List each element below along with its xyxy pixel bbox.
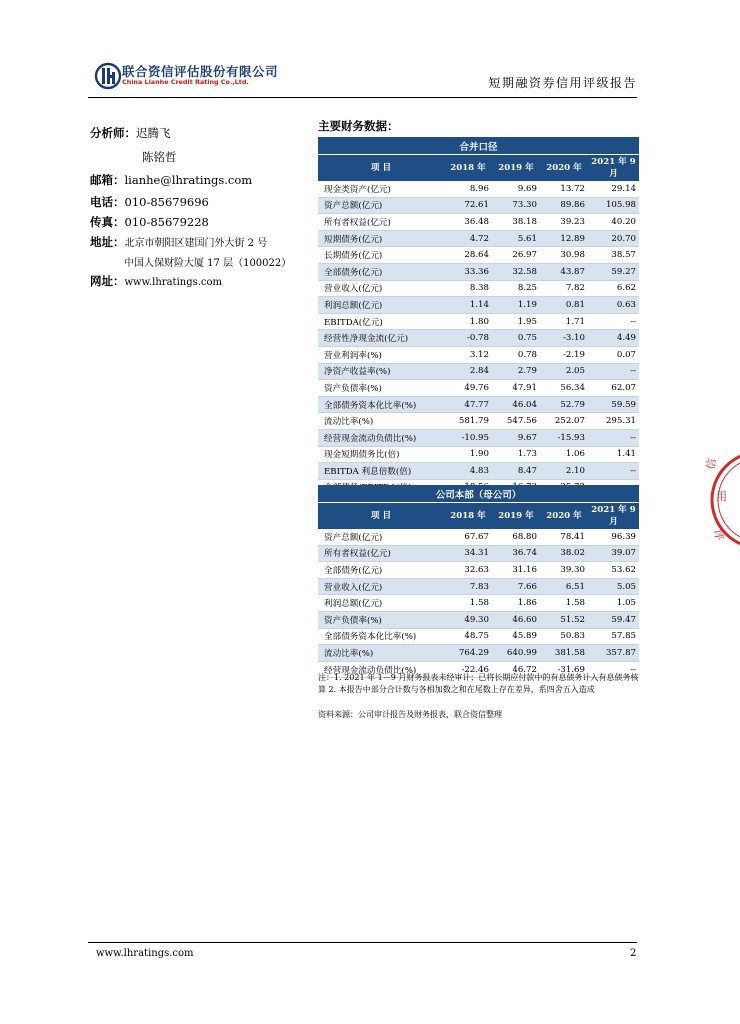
cell-value: 36.74: [492, 545, 540, 562]
cell-value: 78.41: [540, 529, 588, 545]
row-label: 全部债务(亿元): [318, 562, 444, 579]
cell-value: 57.85: [588, 628, 639, 645]
table-row: [318, 611, 639, 628]
row-label: 流动比率(%): [318, 645, 444, 662]
web-line: [90, 273, 222, 289]
logo-chinese-name: 联合资信评估股份有限公司: [122, 64, 279, 79]
cell-value: 46.60: [492, 611, 540, 628]
cell-value: 1.71: [540, 313, 588, 330]
cell-value: 34.31: [444, 545, 492, 562]
column-header: 2018 年: [444, 503, 492, 530]
row-label: 营业收入(亿元): [318, 578, 444, 595]
data-source-note: 资料来源：公司审计报告及财务报表，联合资信整理: [318, 710, 502, 719]
cell-value: 56.34: [540, 380, 588, 397]
table-header-row: [318, 155, 639, 182]
row-label: 所有者权益(亿元): [318, 214, 444, 231]
cell-value: 1.41: [588, 446, 639, 463]
cell-value: 59.59: [588, 396, 639, 413]
row-label: 全部债务资本化比率(%): [318, 396, 444, 413]
footer-website[interactable]: www.lhratings.com: [96, 948, 194, 959]
cell-value: 1.90: [444, 446, 492, 463]
table-band-row: [318, 485, 639, 503]
company-logo: [94, 61, 294, 93]
analyst-line: [90, 125, 171, 141]
cell-value: 1.80: [444, 313, 492, 330]
cell-value: 53.62: [588, 562, 639, 579]
cell-value: --: [588, 363, 639, 380]
row-label: EBITDA 利息倍数(倍): [318, 463, 444, 480]
cell-value: 8.25: [492, 280, 540, 297]
cell-value: 67.67: [444, 529, 492, 545]
cell-value: 7.83: [444, 578, 492, 595]
cell-value: 73.30: [492, 197, 540, 214]
cell-value: 32.58: [492, 263, 540, 280]
cell-value: 51.52: [540, 611, 588, 628]
table-row: [318, 628, 639, 645]
cell-value: 62.07: [588, 380, 639, 397]
cell-value: 8.96: [444, 181, 492, 197]
cell-value: 28.64: [444, 247, 492, 264]
cell-value: 3.12: [444, 346, 492, 363]
cell-value: -3.10: [540, 330, 588, 347]
parent-company-financial-table: [318, 485, 639, 678]
analyst-label: 分析师：: [90, 126, 136, 140]
cell-value: 7.66: [492, 578, 540, 595]
table-row: [318, 595, 639, 612]
cell-value: 50.83: [540, 628, 588, 645]
cell-value: 52.79: [540, 396, 588, 413]
cell-value: 39.07: [588, 545, 639, 562]
lh-logo-icon: [94, 61, 124, 91]
row-label: 资产负债率(%): [318, 611, 444, 628]
cell-value: 2.84: [444, 363, 492, 380]
row-label: 资产总额(亿元): [318, 197, 444, 214]
table-band-title: 公司本部（母公司）: [318, 485, 639, 503]
table-row: [318, 181, 639, 197]
cell-value: 47.91: [492, 380, 540, 397]
cell-value: 31.16: [492, 562, 540, 579]
cell-value: 38.02: [540, 545, 588, 562]
cell-value: 5.61: [492, 230, 540, 247]
cell-value: 1.19: [492, 297, 540, 314]
table-band-row: [318, 137, 639, 155]
cell-value: 0.07: [588, 346, 639, 363]
cell-value: 38.18: [492, 214, 540, 231]
cell-value: 0.63: [588, 297, 639, 314]
fax-value: 010-85679228: [124, 215, 209, 229]
table-row: [318, 578, 639, 595]
cell-value: 8.47: [492, 463, 540, 480]
cell-value: 48.75: [444, 628, 492, 645]
row-label: 资产负债率(%): [318, 380, 444, 397]
table-notes: 注：1. 2021 年 1－9 月财务报表未经审计；已将长期应付款中的有息债务计入有息债务核算 2. 本报告中部分合计数与各相加数之和在尾数上存在差异，系四舍五入造成: [318, 673, 639, 694]
cell-value: 59.47: [588, 611, 639, 628]
row-label: 现金类资产(亿元): [318, 181, 444, 197]
footer-divider: [88, 942, 637, 943]
svg-text:用: 用: [716, 490, 727, 503]
table-row: [318, 463, 639, 480]
column-header: 2018 年: [444, 155, 492, 182]
row-label: 长期债务(亿元): [318, 247, 444, 264]
seal-stamp-icon: [700, 400, 740, 600]
cell-value: 0.81: [540, 297, 588, 314]
cell-value: 1.86: [492, 595, 540, 612]
table-row: [318, 280, 639, 297]
cell-value: -15.93: [540, 429, 588, 446]
column-header: 2019 年: [492, 155, 540, 182]
cell-value: 8.38: [444, 280, 492, 297]
cell-value: --: [588, 463, 639, 480]
svg-text:信: 信: [704, 457, 719, 471]
table-band-title: 合并口径: [318, 137, 639, 155]
table-row: [318, 330, 639, 347]
table-row: [318, 529, 639, 545]
cell-value: 46.04: [492, 396, 540, 413]
cell-value: 43.87: [540, 263, 588, 280]
cell-value: -0.78: [444, 330, 492, 347]
row-label: 经营性净现金流(亿元): [318, 330, 444, 347]
consolidated-financial-table: [318, 137, 639, 496]
cell-value: 547.56: [492, 413, 540, 430]
logo-english-name: China Lianhe Credit Rating Co.,Ltd.: [122, 78, 249, 86]
cell-value: 6.51: [540, 578, 588, 595]
column-header: 2020 年: [540, 503, 588, 530]
table-row: [318, 214, 639, 231]
row-label: 现金短期债务比(倍): [318, 446, 444, 463]
cell-value: 38.57: [588, 247, 639, 264]
cell-value: 295.31: [588, 413, 639, 430]
cell-value: 2.10: [540, 463, 588, 480]
cell-value: 29.14: [588, 181, 639, 197]
row-label: 经营现金流动负债比(%): [318, 661, 444, 678]
column-header: 2019 年: [492, 503, 540, 530]
cell-value: 32.63: [444, 562, 492, 579]
cell-value: 33.36: [444, 263, 492, 280]
cell-value: 1.95: [492, 313, 540, 330]
cell-value: 6.62: [588, 280, 639, 297]
row-label: 净资产收益率(%): [318, 363, 444, 380]
table-row: [318, 297, 639, 314]
cell-value: 9.69: [492, 181, 540, 197]
cell-value: 96.39: [588, 529, 639, 545]
cell-value: 357.87: [588, 645, 639, 662]
cell-value: 381.58: [540, 645, 588, 662]
cell-value: 4.49: [588, 330, 639, 347]
cell-value: 46.72: [492, 661, 540, 678]
address-line: [90, 234, 267, 250]
table-row: [318, 247, 639, 264]
cell-value: --: [588, 429, 639, 446]
table-row: [318, 346, 639, 363]
cell-value: 30.98: [540, 247, 588, 264]
cell-value: 0.75: [492, 330, 540, 347]
cell-value: 49.76: [444, 380, 492, 397]
row-label: 全部债务(亿元): [318, 263, 444, 280]
cell-value: 36.48: [444, 214, 492, 231]
cell-value: 1.58: [444, 595, 492, 612]
row-label: 所有者权益(亿元): [318, 545, 444, 562]
table-row: [318, 446, 639, 463]
phone-line: [90, 194, 209, 210]
cell-value: -31.69: [540, 661, 588, 678]
cell-value: 105.98: [588, 197, 639, 214]
address-label: 地址：: [90, 235, 125, 249]
cell-value: 4.83: [444, 463, 492, 480]
web-label: 网址：: [90, 274, 125, 288]
row-label: 流动比率(%): [318, 413, 444, 430]
header-divider: [88, 97, 637, 98]
cell-value: 1.14: [444, 297, 492, 314]
phone-value: 010-85679696: [124, 195, 209, 209]
column-header: 2020 年: [540, 155, 588, 182]
cell-value: 45.89: [492, 628, 540, 645]
address-value: 北京市朝阳区建国门外大街 2 号: [124, 238, 268, 249]
address-value-line2: 中国人保财险大厦 17 层（100022）: [124, 258, 292, 269]
table-row: [318, 413, 639, 430]
cell-value: -22.46: [444, 661, 492, 678]
row-label: 经营现金流动负债比(%): [318, 429, 444, 446]
table-row: [318, 363, 639, 380]
cell-value: 1.05: [588, 595, 639, 612]
cell-value: 252.07: [540, 413, 588, 430]
cell-value: 39.30: [540, 562, 588, 579]
cell-value: 4.72: [444, 230, 492, 247]
svg-text:评: 评: [711, 528, 726, 542]
email-value[interactable]: lianhe@lhratings.com: [124, 173, 253, 187]
cell-value: 581.79: [444, 413, 492, 430]
cell-value: 5.05: [588, 578, 639, 595]
cell-value: 12.89: [540, 230, 588, 247]
cell-value: 9.67: [492, 429, 540, 446]
row-label: 全部债务资本化比率(%): [318, 628, 444, 645]
email-line: [90, 172, 252, 188]
table-row: [318, 197, 639, 214]
table-row: [318, 380, 639, 397]
analyst-name: 陈铭哲: [142, 150, 177, 164]
table-row: [318, 396, 639, 413]
cell-value: 2.05: [540, 363, 588, 380]
table-row: [318, 429, 639, 446]
column-header: 2021 年 9 月: [588, 503, 639, 530]
cell-value: -2.19: [540, 346, 588, 363]
cell-value: 26.97: [492, 247, 540, 264]
report-title: 短期融资券信用评级报告: [488, 76, 637, 90]
cell-value: 764.29: [444, 645, 492, 662]
table-header-row: [318, 503, 639, 530]
cell-value: 47.77: [444, 396, 492, 413]
cell-value: --: [588, 661, 639, 678]
cell-value: 7.82: [540, 280, 588, 297]
row-label: EBITDA(亿元): [318, 313, 444, 330]
cell-value: 89.86: [540, 197, 588, 214]
cell-value: 0.78: [492, 346, 540, 363]
cell-value: 1.58: [540, 595, 588, 612]
table-row: [318, 230, 639, 247]
cell-value: 49.30: [444, 611, 492, 628]
row-label: 资产总额(亿元): [318, 529, 444, 545]
row-label: 营业利润率(%): [318, 346, 444, 363]
cell-value: 59.27: [588, 263, 639, 280]
table-row: [318, 545, 639, 562]
column-header: 2021 年 9 月: [588, 155, 639, 182]
table-row: [318, 562, 639, 579]
financial-data-title: 主要财务数据：: [318, 119, 399, 133]
table-row: [318, 313, 639, 330]
page-number: 2: [630, 948, 637, 959]
column-header: 项 目: [318, 503, 444, 530]
column-header: 项 目: [318, 155, 444, 182]
cell-value: --: [588, 313, 639, 330]
table-row: [318, 645, 639, 662]
fax-label: 传真：: [90, 215, 125, 229]
cell-value: 20.70: [588, 230, 639, 247]
phone-label: 电话：: [90, 195, 125, 209]
row-label: 短期债务(亿元): [318, 230, 444, 247]
cell-value: 1.73: [492, 446, 540, 463]
row-label: 利润总额(亿元): [318, 595, 444, 612]
cell-value: 72.61: [444, 197, 492, 214]
fax-line: [90, 214, 209, 230]
cell-value: -10.95: [444, 429, 492, 446]
row-label: 营业收入(亿元): [318, 280, 444, 297]
cell-value: 40.20: [588, 214, 639, 231]
cell-value: 39.23: [540, 214, 588, 231]
cell-value: 640.99: [492, 645, 540, 662]
cell-value: 13.72: [540, 181, 588, 197]
row-label: 利润总额(亿元): [318, 297, 444, 314]
cell-value: 2.79: [492, 363, 540, 380]
email-label: 邮箱：: [90, 173, 125, 187]
analyst-name: 迟腾飞: [136, 126, 171, 140]
cell-value: 1.06: [540, 446, 588, 463]
web-value[interactable]: www.lhratings.com: [124, 277, 223, 288]
table-row: [318, 263, 639, 280]
cell-value: 68.80: [492, 529, 540, 545]
